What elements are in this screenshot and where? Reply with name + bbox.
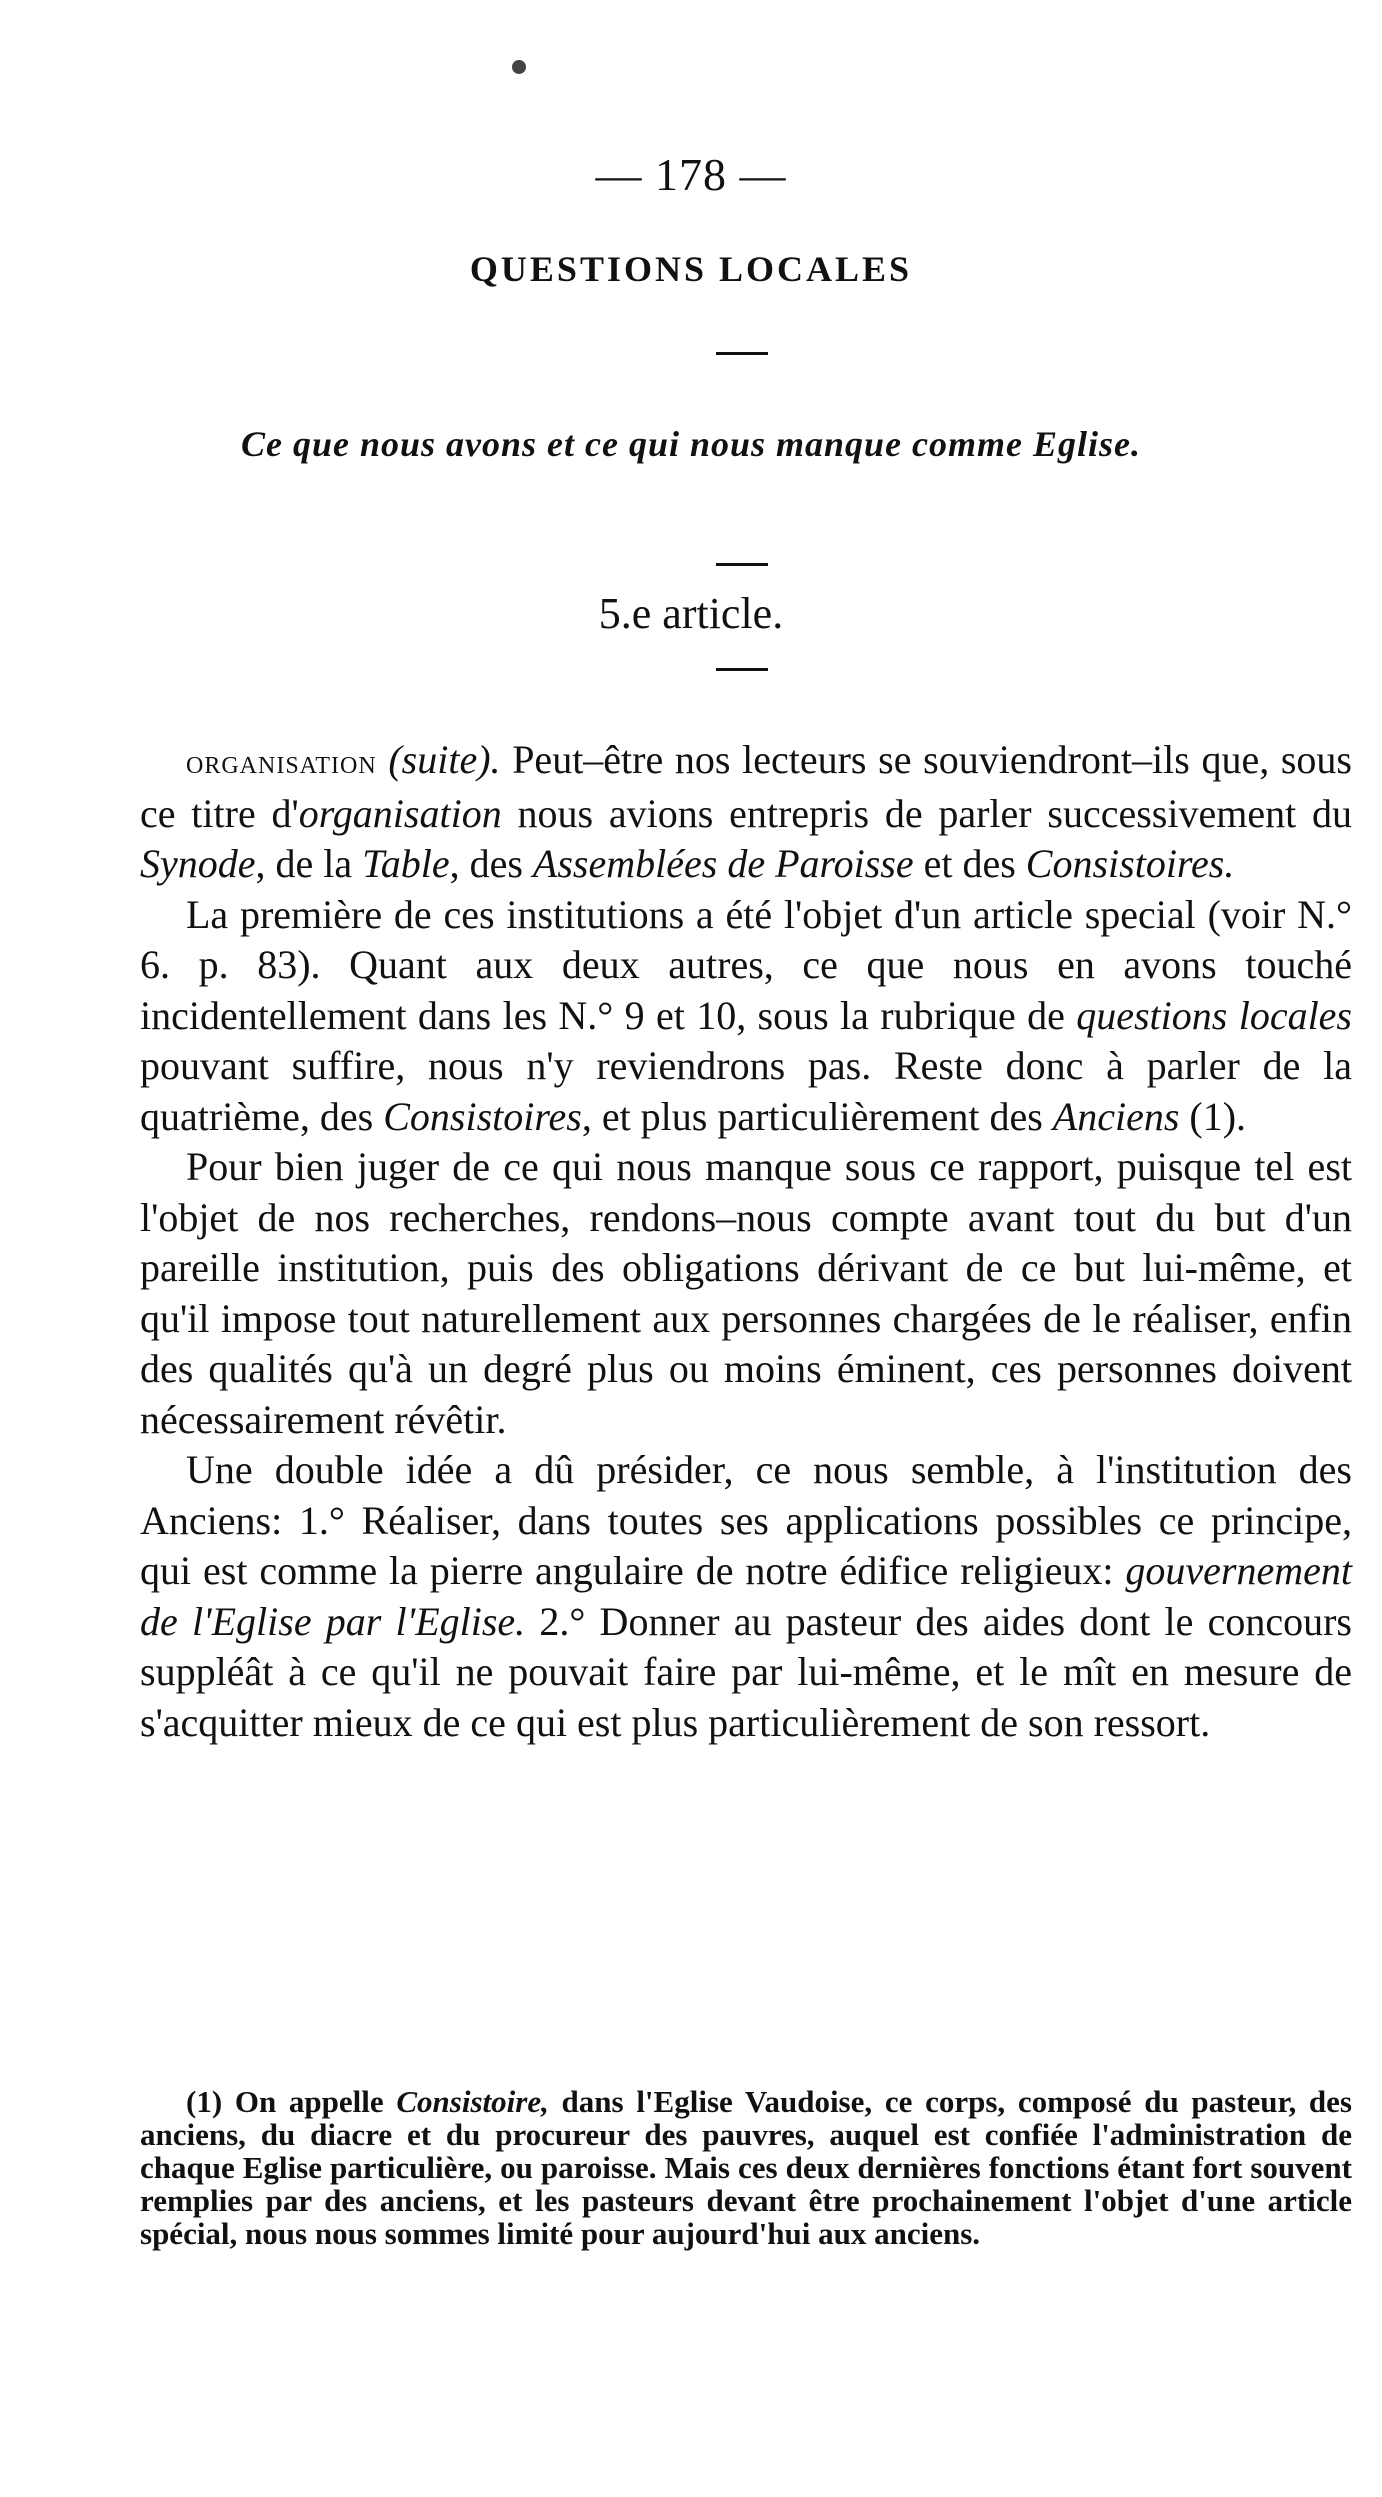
italic-run: Synode <box>140 841 256 886</box>
text-run: , et plus particulièrement des <box>581 1093 1053 1139</box>
divider-rule <box>716 352 768 355</box>
text-run: et des <box>913 841 1026 886</box>
subtitle: Ce que nous avons et ce qui nous manque comme Eglise. <box>240 424 1142 464</box>
italic-run: Consistoires. <box>1025 841 1235 886</box>
italic-run: gouvernement de l'Eglise par l'Eglise. <box>140 1548 1352 1644</box>
divider-rule <box>716 668 768 671</box>
text-run: dans l'Eglise Vaudoise, ce corps, composé du pasteur, des anciens, du diacre et du procureur des pauvres, auquel est confiée l'administration de chaque Eglise particulière, ou paroisse. Mais ces deux dernières fonctions étant fort souvent remplies par des anciens, et les pasteurs devant être prochainement l'objet d'une article spécial, nous nous sommes limité pour aujourd'hui aux anciens. <box>140 2084 1352 2251</box>
text-run: pouvant suffire, nous n'y reviendrons pas. Reste donc à parler de la quatrième, des <box>140 1043 1352 1139</box>
body-text <box>140 735 1352 1748</box>
ink-speck <box>512 60 526 74</box>
section-title: QUESTIONS LOCALES <box>469 249 913 289</box>
text-run: , de la <box>255 841 363 886</box>
paragraph-heading-suite: (suite). <box>376 737 501 782</box>
text-run: (1). <box>1179 1093 1247 1139</box>
divider-rule <box>716 563 768 566</box>
text-run: nous avions entrepris de parler successivement du <box>501 790 1353 836</box>
italic-run: Assemblées de Paroisse <box>532 841 914 886</box>
paragraph-3: Pour bien juger de ce qui nous manque sous ce rapport, puisque tel est l'objet de nos recherches, rendons–nous compte avant tout du but d'un pareille institution, puis des obligations dérivant de ce but lui-même, et qu'il impose tout naturellement aux personnes chargées de le réaliser, enfin des qualités qu'à un degré plus ou moins éminent, ces personnes doivent nécessairement révêtir. <box>140 1144 1352 1442</box>
italic-run: Consistoire, <box>396 2084 549 2119</box>
paragraph-1 <box>140 735 1352 890</box>
paragraph-4 <box>140 1445 1352 1748</box>
page-number: — 178 — <box>595 149 787 200</box>
paragraph-heading: organisation <box>186 744 377 781</box>
text-run: Une double idée a dû présider, ce nous semble, à l'institution des Anciens: 1.° Réaliser, dans toutes ses applications possibles ce principe, qui est comme la pierre angulaire de notre édifice religieux: <box>140 1447 1352 1593</box>
italic-run: Consistoires <box>383 1093 582 1139</box>
text-run: 2.° Donner au pasteur des aides dont le concours suppléât à ce qu'il ne pouvait faire par lui-même, et le mît en mesure de s'acquitter mieux de ce qui est plus particulièrement de son ressort. <box>140 1598 1352 1745</box>
italic-run: organisation <box>298 790 502 836</box>
paragraph-2 <box>140 890 1352 1143</box>
italic-run: Anciens <box>1052 1093 1180 1139</box>
text-run: La première de ces institutions a été l'objet d'un article special (voir N.° 6. p. 83). Quant aux deux autres, ce que nous en avons touché incidentellement dans les N.° 9 et 10, sous la rubrique de <box>140 891 1352 1038</box>
italic-run: Table <box>362 841 450 886</box>
text-run: Peut–être nos lecteurs se souviendront–ils que, sous ce titre d' <box>140 737 1353 836</box>
text-run: , des <box>449 841 533 886</box>
footnote <box>140 2085 1352 2250</box>
footnote-marker: (1) <box>186 2084 223 2119</box>
article-label: 5.e article. <box>598 589 784 638</box>
italic-run: questions locales <box>1076 992 1353 1038</box>
text-run: On appelle <box>222 2084 397 2119</box>
